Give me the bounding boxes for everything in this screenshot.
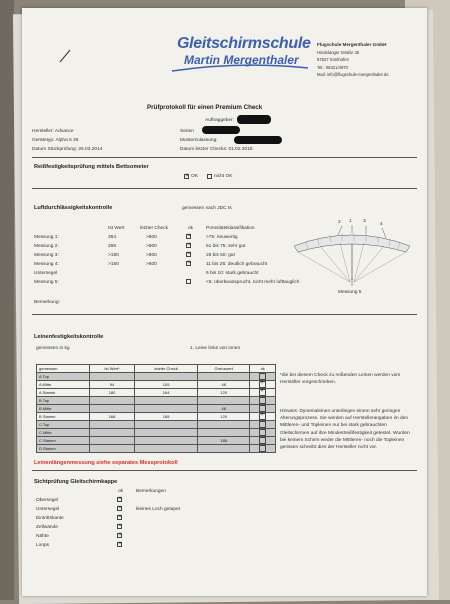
auftraggeber-label: Auftraggeber: (205, 118, 235, 123)
luft-row-label: Messung 4: (34, 262, 59, 267)
sicht-row-ok-checkbox[interactable] (117, 515, 122, 520)
bemerkung-label: Bemerkung: (34, 300, 60, 305)
messung5-label: Messung 5 (338, 290, 362, 295)
table-cell-ok (250, 445, 276, 453)
table-cell-name: A Mitte (37, 381, 90, 389)
hersteller-field: Hersteller: Advance (32, 129, 74, 134)
table-cell-ok (250, 421, 276, 429)
table-cell-name: B Top (37, 397, 90, 405)
luft-row-ok-checkbox[interactable] (186, 279, 191, 284)
reiss-ok-label: OK (191, 174, 198, 179)
table-cell-ok (250, 397, 276, 405)
sicht-col-ok: ok (118, 489, 124, 494)
ok-checkbox[interactable] (259, 373, 266, 380)
luft-row-letzter: >800 (146, 253, 157, 258)
table-cell-letzter: 164 (135, 389, 198, 397)
divider (32, 188, 417, 189)
luft-row-ist: >150 (108, 262, 119, 267)
porosity-class: 6 bis 10: stark gebraucht (206, 271, 259, 276)
leinen-footnote: *die bei diesem Check zu reißenden Leinen werden vom Hersteller vorgeschrieben. (280, 373, 401, 385)
table-cell-name: C Stamm (37, 437, 90, 445)
sicht-row-ok-checkbox[interactable] (117, 533, 122, 538)
table-cell-grenz: 120 (198, 389, 250, 397)
divider (32, 157, 417, 158)
table-cell-letzter: 105 (135, 381, 198, 389)
sicht-row-ok-checkbox[interactable] (117, 524, 122, 529)
ok-checkbox[interactable] (259, 429, 266, 436)
address-line: Hindelanger Straße 35 (317, 49, 360, 55)
table-cell-name: C Top (37, 421, 90, 429)
luft-row-label: Messung 2: (34, 244, 59, 249)
luft-col-ok: ok (188, 226, 194, 231)
luft-row-letzter: >800 (146, 235, 157, 240)
leinen-hinweis: Hinweis: Dynemaleinen unterliegen einem sehr geringen Alterungsprozess. Sie werden auf Herstellerangaben im den Mittleren- und Topleinen nur bei stark gebrauchten Gleitschirmen auf ihre Mindestreißfestigkeit getestet. Wurden bei keinem Schirm weder die Mittleren- noch die Topleinen gerissen schreibt dies der Hersteller nicht vor. (280, 409, 410, 451)
hole-punch-mark-icon (58, 48, 72, 64)
table-row (37, 381, 276, 389)
table-cell-name: B Mitte (37, 405, 90, 413)
ok-checkbox[interactable] (259, 405, 266, 412)
document-title: Prüfprotokoll für einen Premium Check (147, 104, 263, 111)
table-cell-letzter: 165 (135, 413, 198, 421)
table-cell-name: A Stamm (37, 389, 90, 397)
table-header: gemessen (37, 365, 90, 373)
table-cell-grenz: 120 (198, 413, 250, 421)
glider-marker-4: 4 (380, 222, 383, 227)
luft-row-ok-checkbox[interactable] (186, 243, 191, 248)
redaction-bar (237, 115, 271, 124)
leinen-unit: gemessen in kg (36, 346, 70, 351)
table-cell-ok (250, 437, 276, 445)
letzter-check-field: Datum letzter Checks: 01.02.2018 (180, 147, 253, 152)
reiss-section-title: Reißfestigkeitsprüfung mittels Bettsometer (34, 164, 149, 170)
table-cell-name: C Mitte (37, 429, 90, 437)
luft-subtitle: gemessen nach JDC ts (182, 206, 232, 211)
table-cell-grenz (198, 421, 250, 429)
table-cell-ist (90, 429, 135, 437)
glider-marker-2: 2 (338, 220, 341, 225)
logo-subtitle: Martin Mergenthaler (184, 53, 299, 67)
table-cell-grenz (198, 397, 250, 405)
sicht-row-ok-checkbox[interactable] (117, 542, 122, 547)
logo-swoosh-icon (170, 63, 310, 73)
table-cell-grenz (198, 429, 250, 437)
ok-checkbox[interactable] (259, 413, 266, 420)
luft-row-letzter: >800 (146, 244, 157, 249)
leinen-note: 1. Leine links von innen (190, 346, 241, 351)
porosity-class: 11 bis 25: deutlich gebraucht (206, 262, 267, 267)
sicht-row-label: Nähte (36, 534, 49, 539)
table-row (37, 405, 276, 413)
sicht-row-label: Obersegel (36, 498, 59, 503)
sicht-col-bem: Bemerkungen (136, 489, 166, 494)
table-row (37, 421, 276, 429)
table-cell-ist (90, 397, 135, 405)
table-cell-ist: 94 (90, 381, 135, 389)
table-cell-letzter (135, 421, 198, 429)
sicht-row-label: Untersegel (36, 507, 60, 512)
serien-field: Serien (180, 129, 194, 134)
stueckpruefung-field: Datum Stückprüfung: 26.03.2014 (32, 147, 103, 152)
ok-checkbox[interactable] (259, 445, 266, 452)
table-surface-left (0, 0, 14, 600)
table-cell-name: A Top (37, 373, 90, 381)
table-header: Grenzwert (198, 365, 250, 373)
glider-marker-3: 3 (363, 219, 366, 224)
luft-row-label: Messung 5: (34, 280, 59, 285)
address-line: Mail: info@flugschule-mergenthaler.de (317, 72, 389, 78)
table-cell-ist: 180 (90, 389, 135, 397)
luft-row-ist: 288 (108, 244, 117, 249)
table-cell-name: D Stamm (37, 445, 90, 453)
table-cell-name: B Stamm (37, 413, 90, 421)
table-cell-ist (90, 437, 135, 445)
sicht-row-label: Zellwände (36, 525, 58, 530)
table-cell-grenz: 48 (198, 405, 250, 413)
luft-col-letzter: letzter Check (140, 226, 168, 231)
ok-checkbox[interactable] (259, 437, 266, 444)
redaction-bar (234, 136, 282, 144)
table-header-row (37, 365, 276, 373)
table-row (37, 373, 276, 381)
luft-row-ok-checkbox[interactable] (186, 252, 191, 257)
reiss-ok-checkbox[interactable] (184, 174, 189, 179)
divider (32, 470, 417, 471)
glider-marker-1: 1 (349, 219, 352, 224)
table-cell-grenz (198, 445, 250, 453)
ok-checkbox[interactable] (259, 381, 266, 388)
luft-row-label: Messung 1: (34, 235, 59, 240)
address-line: 87527 Sonthofen (317, 57, 349, 63)
sicht-row-label: Loops (36, 543, 50, 548)
sicht-row-remark: kleines Loch getapet (136, 507, 181, 512)
leinen-table (36, 364, 276, 453)
table-row (37, 397, 276, 405)
logo-title: Gleitschirmschule (177, 35, 311, 52)
porosity-class: >75: neuwertig (206, 235, 238, 240)
table-cell-grenz (198, 373, 250, 381)
table-cell-grenz: 180 (198, 437, 250, 445)
table-cell-ist (90, 373, 135, 381)
ok-checkbox[interactable] (259, 421, 266, 428)
table-row (37, 429, 276, 437)
table-cell-ok (250, 389, 276, 397)
ok-checkbox[interactable] (259, 389, 266, 396)
table-cell-letzter (135, 373, 198, 381)
table-cell-letzter (135, 405, 198, 413)
luft-col-ist: Ist Wert (108, 226, 125, 231)
table-header: letzter Check (135, 365, 198, 373)
porosity-class: 51 bis 75: sehr gut (206, 244, 246, 249)
luft-row-label: Untersegel (34, 271, 58, 276)
company-address (317, 41, 389, 79)
table-cell-ist (90, 445, 135, 453)
sicht-section-title: Sichtprüfung Gleitschirmkappe (34, 479, 118, 485)
ok-checkbox[interactable] (259, 397, 266, 404)
company-name: Flugschule Mergenthaler GmbH (317, 42, 387, 47)
musterzulassung-field: Musterzulassung: (180, 138, 218, 143)
sicht-row-label: Eintrittskante (36, 516, 64, 521)
sicht-row-ok-checkbox[interactable] (117, 497, 122, 502)
table-cell-letzter (135, 437, 198, 445)
table-cell-ist (90, 405, 135, 413)
redaction-bar (202, 126, 240, 134)
porosity-class: 26 bis 50: gut (206, 253, 235, 258)
table-cell-ok (250, 413, 276, 421)
table-row (37, 445, 276, 453)
luft-row-ok-checkbox[interactable] (186, 234, 191, 239)
table-cell-grenz: 48 (198, 381, 250, 389)
luft-section-title: Luftdurchlässigkeitskontrolle (34, 205, 113, 211)
table-row (37, 437, 276, 445)
table-header: Ist Wert* (90, 365, 135, 373)
luft-row-ok-checkbox[interactable] (186, 261, 191, 266)
reiss-nicht-ok-label: nicht OK (214, 174, 233, 179)
luft-row-ist: >150 (108, 253, 119, 258)
table-header: ok (250, 365, 276, 373)
divider (32, 314, 417, 315)
table-cell-letzter (135, 397, 198, 405)
luft-col-porosity: Porositätsklassifikation (206, 226, 255, 231)
geraetetyp-field: Gerätetyp: Alpha 5 26 (32, 138, 79, 143)
table-row (37, 389, 276, 397)
document-page (22, 8, 427, 596)
table-cell-letzter (135, 445, 198, 453)
table-cell-ok (250, 429, 276, 437)
reiss-nicht-ok-checkbox[interactable] (207, 174, 212, 179)
table-cell-letzter (135, 429, 198, 437)
address-line: Tel.: 08321/4970 (317, 64, 348, 70)
laengen-notice: Leinenlängenmessung siehe separates Messprotokoll (34, 460, 178, 466)
luft-row-ist: 364 (108, 235, 117, 240)
luft-row-label: Messung 3: (34, 253, 59, 258)
luft-row-letzter: >800 (146, 262, 157, 267)
table-row (37, 413, 276, 421)
sicht-row-ok-checkbox[interactable] (117, 506, 122, 511)
glider-canopy-diagram (290, 220, 414, 298)
leinen-section-title: Leinenfestigkeitskontrolle (34, 334, 104, 340)
table-cell-ist (90, 421, 135, 429)
porosity-class: <6: überbeansprucht, nicht mehr lufttauglich (206, 280, 300, 285)
table-cell-ist: 168 (90, 413, 135, 421)
